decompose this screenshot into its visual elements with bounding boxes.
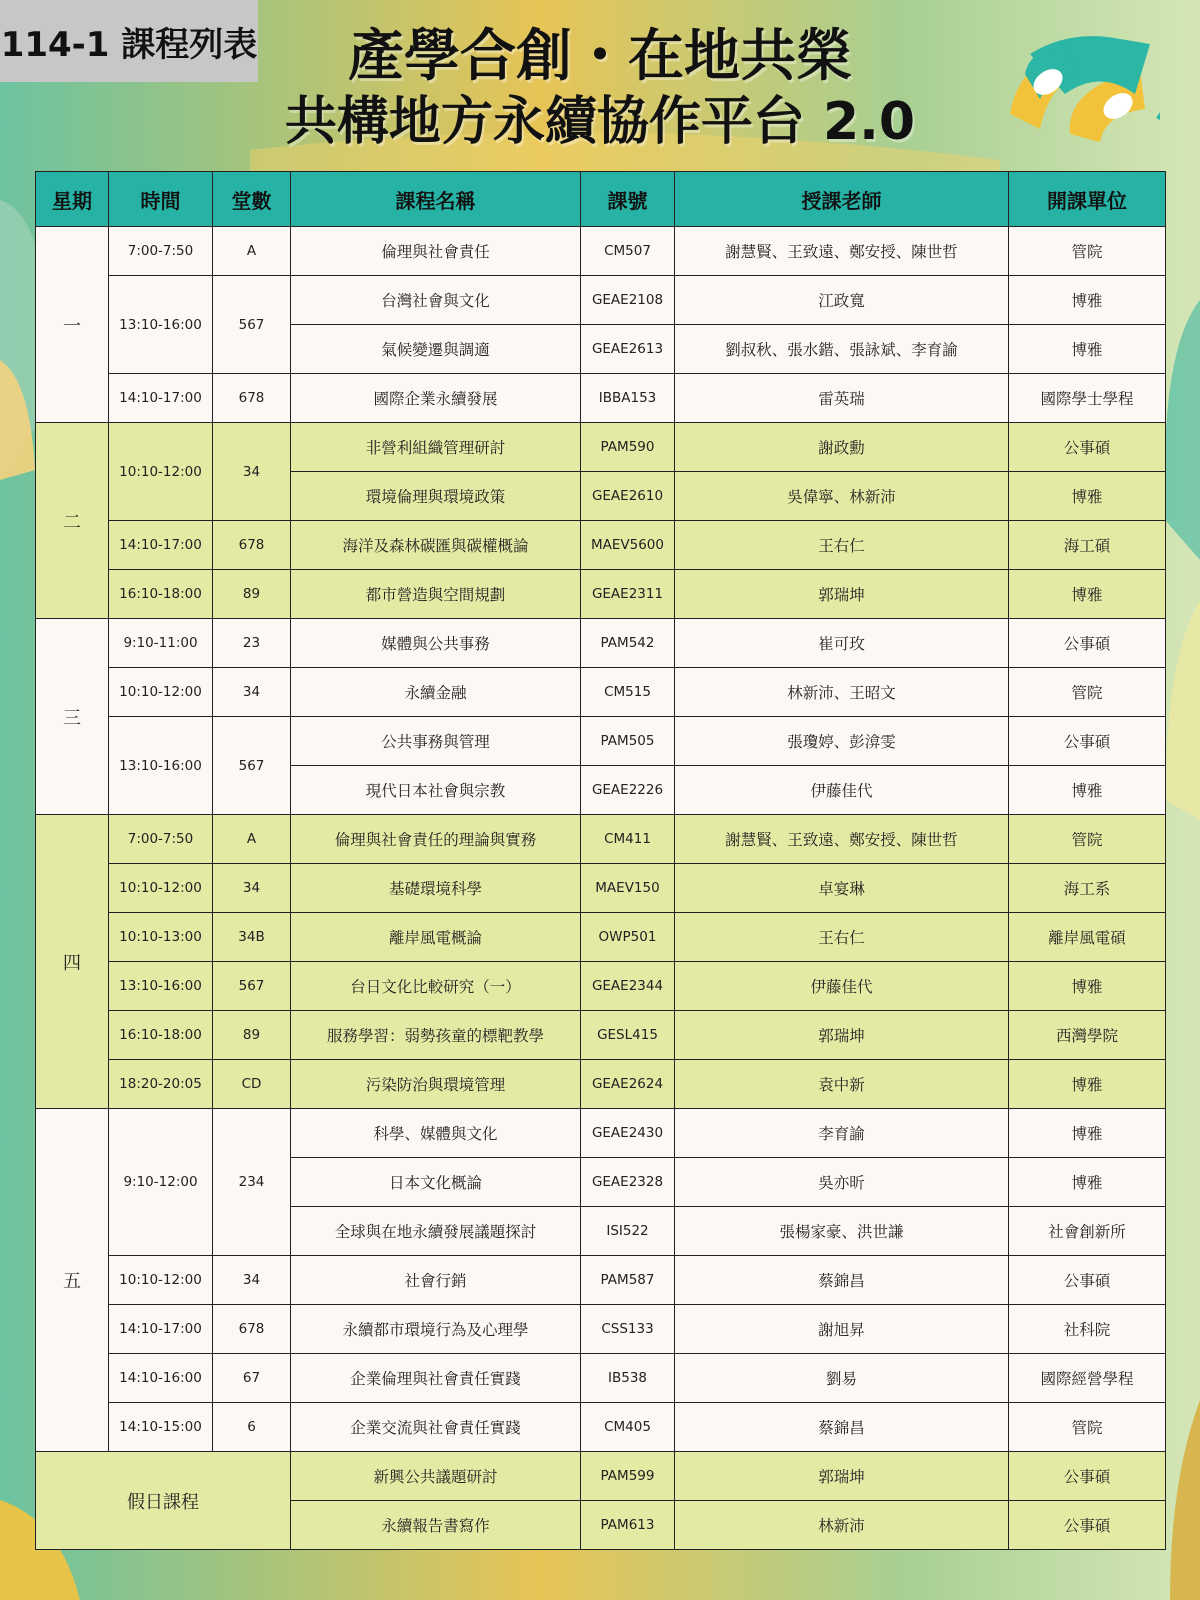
- period-cell: 567: [213, 276, 291, 374]
- course-cell: 永續報告書寫作: [291, 1501, 581, 1550]
- table-row: [36, 815, 1166, 864]
- code-cell: IB538: [581, 1354, 675, 1403]
- unit-cell: 公事碩: [1009, 423, 1166, 472]
- time-cell: 10:10-12:00: [109, 668, 213, 717]
- teacher-cell: 伊藤佳代: [675, 766, 1009, 815]
- code-cell: PAM542: [581, 619, 675, 668]
- teacher-cell: 王右仁: [675, 521, 1009, 570]
- course-cell: 科學、媒體與文化: [291, 1109, 581, 1158]
- period-cell: 34: [213, 423, 291, 521]
- course-cell: 公共事務與管理: [291, 717, 581, 766]
- time-cell: 10:10-12:00: [109, 1256, 213, 1305]
- teacher-cell: 謝政勳: [675, 423, 1009, 472]
- table-row: [36, 1109, 1166, 1158]
- code-cell: CSS133: [581, 1305, 675, 1354]
- header-time: 時間: [109, 172, 213, 227]
- code-cell: CM507: [581, 227, 675, 276]
- table-header-row: [36, 172, 1166, 227]
- code-cell: OWP501: [581, 913, 675, 962]
- unit-cell: 公事碩: [1009, 1501, 1166, 1550]
- unit-cell: 公事碩: [1009, 619, 1166, 668]
- unit-cell: 博雅: [1009, 962, 1166, 1011]
- table-row: [36, 1354, 1166, 1403]
- code-cell: IBBA153: [581, 374, 675, 423]
- course-cell: 永續金融: [291, 668, 581, 717]
- unit-cell: 管院: [1009, 227, 1166, 276]
- period-cell: 34B: [213, 913, 291, 962]
- code-cell: GEAE2344: [581, 962, 675, 1011]
- table-row: [36, 521, 1166, 570]
- time-cell: 14:10-17:00: [109, 1305, 213, 1354]
- period-cell: CD: [213, 1060, 291, 1109]
- header-course: 課程名稱: [291, 172, 581, 227]
- course-cell: 社會行銷: [291, 1256, 581, 1305]
- code-cell: GEAE2430: [581, 1109, 675, 1158]
- semester-tag: 114-1 課程列表: [0, 0, 258, 82]
- code-cell: CM515: [581, 668, 675, 717]
- unit-cell: 博雅: [1009, 570, 1166, 619]
- code-cell: ISI522: [581, 1207, 675, 1256]
- course-cell: 台日文化比較研究（一）: [291, 962, 581, 1011]
- table-row: [36, 1305, 1166, 1354]
- header-unit: 開課單位: [1009, 172, 1166, 227]
- teacher-cell: 袁中新: [675, 1060, 1009, 1109]
- unit-cell: 公事碩: [1009, 717, 1166, 766]
- table-row: [36, 668, 1166, 717]
- unit-cell: 博雅: [1009, 766, 1166, 815]
- table-row: [36, 374, 1166, 423]
- teacher-cell: 伊藤佳代: [675, 962, 1009, 1011]
- time-cell: 13:10-16:00: [109, 962, 213, 1011]
- title-line-1: 產學合創・在地共榮: [348, 24, 852, 89]
- course-cell: 氣候變遷與調適: [291, 325, 581, 374]
- period-cell: 23: [213, 619, 291, 668]
- unit-cell: 管院: [1009, 1403, 1166, 1452]
- unit-cell: 博雅: [1009, 325, 1166, 374]
- teacher-cell: 謝慧賢、王致遠、鄭安授、陳世哲: [675, 227, 1009, 276]
- code-cell: PAM587: [581, 1256, 675, 1305]
- time-cell: 14:10-15:00: [109, 1403, 213, 1452]
- abstract-logo-icon: [1010, 34, 1160, 144]
- teacher-cell: 王右仁: [675, 913, 1009, 962]
- unit-cell: 國際學士學程: [1009, 374, 1166, 423]
- code-cell: CM411: [581, 815, 675, 864]
- code-cell: PAM599: [581, 1452, 675, 1501]
- table-row: [36, 423, 1166, 472]
- teacher-cell: 李育諭: [675, 1109, 1009, 1158]
- table-row: [36, 1403, 1166, 1452]
- code-cell: GEAE2328: [581, 1158, 675, 1207]
- unit-cell: 管院: [1009, 668, 1166, 717]
- course-cell: 倫理與社會責任: [291, 227, 581, 276]
- code-cell: GEAE2624: [581, 1060, 675, 1109]
- time-cell: 18:20-20:05: [109, 1060, 213, 1109]
- teacher-cell: 崔可玫: [675, 619, 1009, 668]
- period-cell: 567: [213, 962, 291, 1011]
- unit-cell: 海工碩: [1009, 521, 1166, 570]
- time-cell: 16:10-18:00: [109, 570, 213, 619]
- course-cell: 非營利組織管理研討: [291, 423, 581, 472]
- course-table: [35, 171, 1166, 1550]
- period-cell: 567: [213, 717, 291, 815]
- day-cell: 二: [36, 423, 109, 619]
- code-cell: CM405: [581, 1403, 675, 1452]
- teacher-cell: 張瓊婷、彭渰雯: [675, 717, 1009, 766]
- unit-cell: 博雅: [1009, 1158, 1166, 1207]
- course-cell: 離岸風電概論: [291, 913, 581, 962]
- teacher-cell: 蔡錦昌: [675, 1403, 1009, 1452]
- teacher-cell: 謝慧賢、王致遠、鄭安授、陳世哲: [675, 815, 1009, 864]
- table-row: [36, 1011, 1166, 1060]
- time-cell: 10:10-12:00: [109, 423, 213, 521]
- code-cell: GEAE2226: [581, 766, 675, 815]
- table-row: [36, 619, 1166, 668]
- unit-cell: 博雅: [1009, 276, 1166, 325]
- teacher-cell: 郭瑞坤: [675, 1452, 1009, 1501]
- teacher-cell: 林新沛、王昭文: [675, 668, 1009, 717]
- unit-cell: 社科院: [1009, 1305, 1166, 1354]
- course-cell: 媒體與公共事務: [291, 619, 581, 668]
- period-cell: 89: [213, 1011, 291, 1060]
- time-cell: 13:10-16:00: [109, 276, 213, 374]
- time-cell: 9:10-11:00: [109, 619, 213, 668]
- period-cell: 6: [213, 1403, 291, 1452]
- unit-cell: 公事碩: [1009, 1256, 1166, 1305]
- course-cell: 海洋及森林碳匯與碳權概論: [291, 521, 581, 570]
- course-cell: 日本文化概論: [291, 1158, 581, 1207]
- code-cell: GEAE2311: [581, 570, 675, 619]
- unit-cell: 國際經營學程: [1009, 1354, 1166, 1403]
- teacher-cell: 卓宴琳: [675, 864, 1009, 913]
- code-cell: PAM505: [581, 717, 675, 766]
- course-cell: 全球與在地永續發展議題探討: [291, 1207, 581, 1256]
- code-cell: GEAE2610: [581, 472, 675, 521]
- teacher-cell: 雷英瑞: [675, 374, 1009, 423]
- code-cell: PAM590: [581, 423, 675, 472]
- period-cell: 34: [213, 864, 291, 913]
- table-row: [36, 962, 1166, 1011]
- code-cell: GEAE2108: [581, 276, 675, 325]
- period-cell: 34: [213, 668, 291, 717]
- code-cell: PAM613: [581, 1501, 675, 1550]
- teacher-cell: 吳亦昕: [675, 1158, 1009, 1207]
- time-cell: 16:10-18:00: [109, 1011, 213, 1060]
- time-cell: 14:10-17:00: [109, 374, 213, 423]
- time-cell: 14:10-16:00: [109, 1354, 213, 1403]
- time-cell: 7:00-7:50: [109, 227, 213, 276]
- table-row: [36, 717, 1166, 766]
- day-cell: 三: [36, 619, 109, 815]
- course-cell: 新興公共議題研討: [291, 1452, 581, 1501]
- code-cell: GESL415: [581, 1011, 675, 1060]
- time-cell: 10:10-13:00: [109, 913, 213, 962]
- course-cell: 企業倫理與社會責任實踐: [291, 1354, 581, 1403]
- table-row: [36, 276, 1166, 325]
- unit-cell: 海工系: [1009, 864, 1166, 913]
- period-cell: 89: [213, 570, 291, 619]
- header-code: 課號: [581, 172, 675, 227]
- course-cell: 企業交流與社會責任實踐: [291, 1403, 581, 1452]
- period-cell: 234: [213, 1109, 291, 1256]
- table-row: [36, 1060, 1166, 1109]
- course-cell: 都市營造與空間規劃: [291, 570, 581, 619]
- title-line-2: 共構地方永續協作平台 2.0: [284, 92, 916, 152]
- unit-cell: 西灣學院: [1009, 1011, 1166, 1060]
- unit-cell: 博雅: [1009, 1109, 1166, 1158]
- teacher-cell: 郭瑞坤: [675, 1011, 1009, 1060]
- period-cell: 67: [213, 1354, 291, 1403]
- table-row: [36, 1452, 1166, 1501]
- code-cell: GEAE2613: [581, 325, 675, 374]
- unit-cell: 離岸風電碩: [1009, 913, 1166, 962]
- table-row: [36, 1256, 1166, 1305]
- time-cell: 9:10-12:00: [109, 1109, 213, 1256]
- header-period: 堂數: [213, 172, 291, 227]
- unit-cell: 公事碩: [1009, 1452, 1166, 1501]
- table-row: [36, 913, 1166, 962]
- table-row: [36, 570, 1166, 619]
- teacher-cell: 蔡錦昌: [675, 1256, 1009, 1305]
- day-cell: 四: [36, 815, 109, 1109]
- teacher-cell: 劉易: [675, 1354, 1009, 1403]
- course-cell: 服務學習：弱勢孩童的標靶教學: [291, 1011, 581, 1060]
- unit-cell: 博雅: [1009, 472, 1166, 521]
- table-row: [36, 227, 1166, 276]
- course-cell: 污染防治與環境管理: [291, 1060, 581, 1109]
- course-cell: 現代日本社會與宗教: [291, 766, 581, 815]
- period-cell: 678: [213, 1305, 291, 1354]
- teacher-cell: 江政寬: [675, 276, 1009, 325]
- course-cell: 倫理與社會責任的理論與實務: [291, 815, 581, 864]
- teacher-cell: 劉叔秋、張水鍇、張詠斌、李育諭: [675, 325, 1009, 374]
- weekend-label-cell: 假日課程: [36, 1452, 291, 1550]
- time-cell: 14:10-17:00: [109, 521, 213, 570]
- header-teacher: 授課老師: [675, 172, 1009, 227]
- unit-cell: 社會創新所: [1009, 1207, 1166, 1256]
- course-cell: 永續都市環境行為及心理學: [291, 1305, 581, 1354]
- header-day: 星期: [36, 172, 109, 227]
- period-cell: 678: [213, 374, 291, 423]
- day-cell: 五: [36, 1109, 109, 1452]
- time-cell: 7:00-7:50: [109, 815, 213, 864]
- table-row: [36, 864, 1166, 913]
- day-cell: 一: [36, 227, 109, 423]
- teacher-cell: 郭瑞坤: [675, 570, 1009, 619]
- period-cell: A: [213, 815, 291, 864]
- code-cell: MAEV5600: [581, 521, 675, 570]
- time-cell: 10:10-12:00: [109, 864, 213, 913]
- unit-cell: 博雅: [1009, 1060, 1166, 1109]
- teacher-cell: 林新沛: [675, 1501, 1009, 1550]
- page-title: [260, 24, 940, 154]
- teacher-cell: 張楊家豪、洪世謙: [675, 1207, 1009, 1256]
- period-cell: 34: [213, 1256, 291, 1305]
- code-cell: MAEV150: [581, 864, 675, 913]
- course-cell: 國際企業永續發展: [291, 374, 581, 423]
- time-cell: 13:10-16:00: [109, 717, 213, 815]
- course-cell: 台灣社會與文化: [291, 276, 581, 325]
- unit-cell: 管院: [1009, 815, 1166, 864]
- teacher-cell: 謝旭昇: [675, 1305, 1009, 1354]
- course-cell: 環境倫理與環境政策: [291, 472, 581, 521]
- period-cell: 678: [213, 521, 291, 570]
- period-cell: A: [213, 227, 291, 276]
- teacher-cell: 吳偉寧、林新沛: [675, 472, 1009, 521]
- course-cell: 基礎環境科學: [291, 864, 581, 913]
